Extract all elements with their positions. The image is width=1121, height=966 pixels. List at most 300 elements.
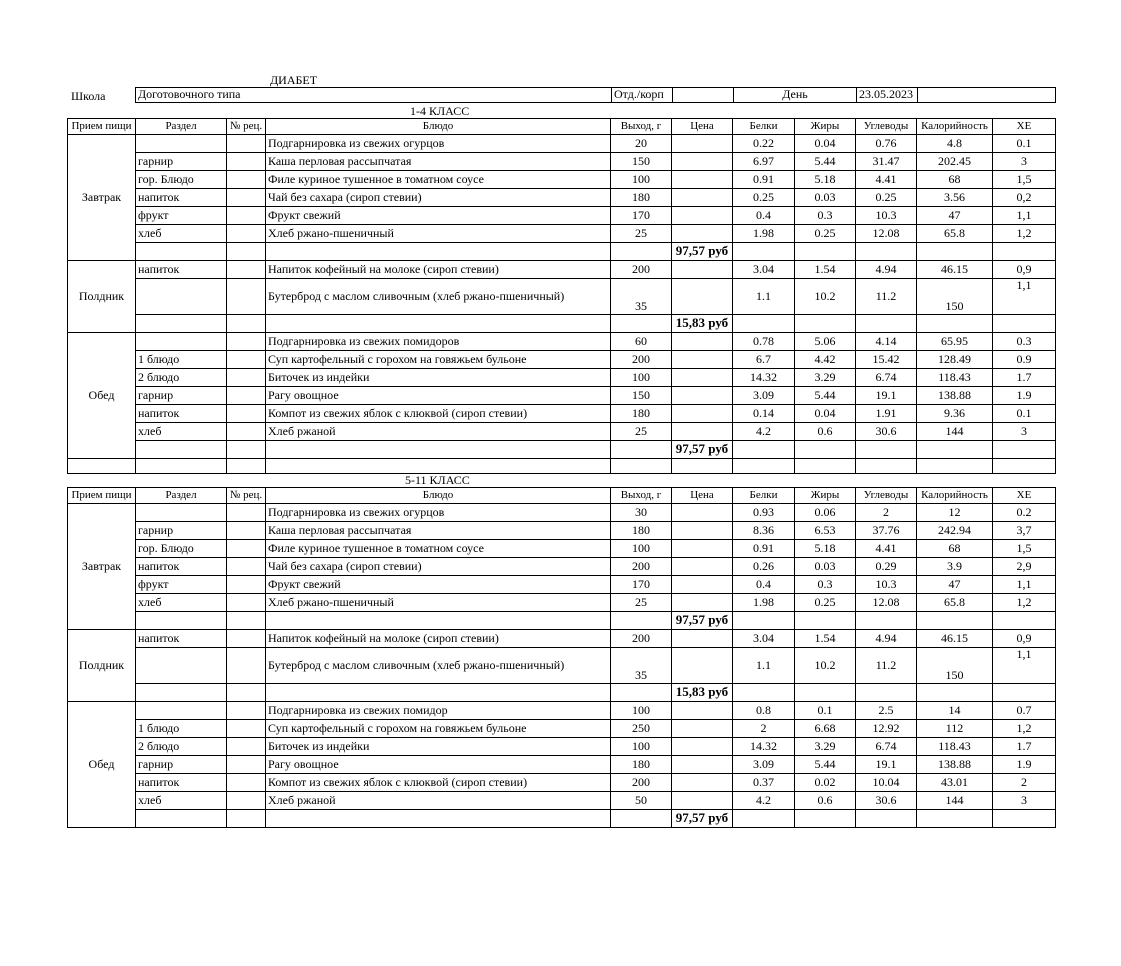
fat-cell: 0.25: [795, 225, 856, 243]
carbs-cell: 11.2: [856, 279, 917, 315]
menu-table-5-11: [67, 487, 1056, 828]
recipe-number-cell: [227, 351, 266, 369]
fat-cell: 0.02: [795, 774, 856, 792]
section-cell: напиток: [136, 630, 227, 648]
protein-cell: 0.4: [733, 576, 795, 594]
empty-cell: [856, 243, 917, 261]
empty-cell: [993, 810, 1056, 828]
carbs-cell: 19.1: [856, 387, 917, 405]
empty-cell: [917, 684, 993, 702]
carbs-cell: 30.6: [856, 792, 917, 810]
dish-cell: Бутерброд с маслом сливочным (хлеб ржано-пшеничный): [266, 279, 611, 315]
carbs-cell: 0.25: [856, 189, 917, 207]
kcal-cell: 112: [917, 720, 993, 738]
dish-cell: Хлеб ржаной: [266, 792, 611, 810]
price-cell: [672, 522, 733, 540]
xe-cell: 1.7: [993, 369, 1056, 387]
otd-value[interactable]: [673, 88, 734, 103]
recipe-number-cell: [227, 540, 266, 558]
price-cell: [672, 576, 733, 594]
carbs-cell: 11.2: [856, 648, 917, 684]
yield-cell: 170: [611, 576, 672, 594]
table-row: [68, 369, 1056, 387]
dish-cell: Хлеб ржано-пшеничный: [266, 594, 611, 612]
xe-cell: 2: [993, 774, 1056, 792]
recipe-number-cell: [227, 207, 266, 225]
dish-cell: Рагу овощное: [266, 756, 611, 774]
xe-cell: 1,1: [993, 279, 1056, 315]
carbs-cell: 2: [856, 504, 917, 522]
dish-cell: Биточек из индейки: [266, 738, 611, 756]
table-row: [68, 351, 1056, 369]
section-cell: [136, 135, 227, 153]
meal-name: Обед: [68, 702, 136, 828]
kcal-cell: 46.15: [917, 630, 993, 648]
protein-cell: 0.22: [733, 135, 795, 153]
section-cell: гарнир: [136, 756, 227, 774]
carbs-cell: 4.41: [856, 540, 917, 558]
empty-cell: [993, 684, 1056, 702]
table-row: [68, 576, 1056, 594]
fat-cell: 4.42: [795, 351, 856, 369]
recipe-number-cell: [227, 648, 266, 684]
yield-cell: 180: [611, 189, 672, 207]
recipe-number-cell: [227, 738, 266, 756]
xe-cell: 0,2: [993, 189, 1056, 207]
recipe-number-cell: [227, 189, 266, 207]
protein-cell: 0.37: [733, 774, 795, 792]
empty-cell: [795, 684, 856, 702]
yield-cell: 200: [611, 351, 672, 369]
empty-cell: [733, 810, 795, 828]
protein-cell: 0.4: [733, 207, 795, 225]
kcal-cell: 150: [917, 279, 993, 315]
yield-cell: 25: [611, 225, 672, 243]
yield-cell: [611, 441, 672, 459]
table-row: [68, 423, 1056, 441]
empty-cell: [917, 810, 993, 828]
date-extra: [918, 88, 1056, 103]
yield-cell: 25: [611, 594, 672, 612]
recipe-number-cell: [227, 441, 266, 459]
protein-cell: 2: [733, 720, 795, 738]
section-cell: [136, 810, 227, 828]
recipe-number-cell: [227, 612, 266, 630]
section-cell: [136, 684, 227, 702]
meal-name: Обед: [68, 333, 136, 459]
kcal-cell: 150: [917, 648, 993, 684]
kcal-cell: 65.8: [917, 225, 993, 243]
section-cell: фрукт: [136, 576, 227, 594]
xe-cell: 1,1: [993, 576, 1056, 594]
price-cell: [672, 405, 733, 423]
protein-cell: 0.93: [733, 504, 795, 522]
price-cell: [672, 333, 733, 351]
table-row: [68, 333, 1056, 351]
table-row: [68, 594, 1056, 612]
section-cell: гарнир: [136, 387, 227, 405]
empty-cell: [856, 459, 917, 474]
empty-cell: [795, 243, 856, 261]
fat-cell: 5.44: [795, 153, 856, 171]
protein-cell: 3.04: [733, 630, 795, 648]
fat-cell: 5.18: [795, 540, 856, 558]
table-row: [68, 261, 1056, 279]
empty-cell: [136, 459, 227, 474]
xe-cell: 3: [993, 792, 1056, 810]
meal-total-price: 97,57 руб: [672, 810, 733, 828]
school-info-table: [135, 87, 1056, 103]
carbs-cell: 10.3: [856, 207, 917, 225]
yield-cell: 150: [611, 153, 672, 171]
fat-cell: 0.25: [795, 594, 856, 612]
fat-cell: 0.1: [795, 702, 856, 720]
table-row: [68, 630, 1056, 648]
dish-cell: Компот из свежих яблок с клюквой (сироп стевии): [266, 774, 611, 792]
fat-cell: 0.06: [795, 504, 856, 522]
recipe-number-cell: [227, 594, 266, 612]
yield-cell: [611, 810, 672, 828]
empty-cell: [733, 243, 795, 261]
yield-cell: 100: [611, 369, 672, 387]
protein-cell: 0.78: [733, 333, 795, 351]
price-cell: [672, 702, 733, 720]
kcal-cell: 9.36: [917, 405, 993, 423]
column-header: Блюдо: [266, 488, 611, 504]
protein-cell: 1.1: [733, 279, 795, 315]
empty-cell: [856, 684, 917, 702]
empty-cell: [611, 459, 672, 474]
empty-cell: [993, 459, 1056, 474]
column-header: Белки: [733, 119, 795, 135]
recipe-number-cell: [227, 153, 266, 171]
section-cell: напиток: [136, 774, 227, 792]
table-row: [68, 387, 1056, 405]
section-title-5-11: 5-11 КЛАСС: [405, 473, 470, 487]
xe-cell: 3: [993, 153, 1056, 171]
yield-cell: 200: [611, 558, 672, 576]
xe-cell: 0.2: [993, 504, 1056, 522]
dish-cell: [266, 243, 611, 261]
section-cell: [136, 441, 227, 459]
school-label: Школа: [71, 89, 106, 103]
price-cell: [672, 261, 733, 279]
table-row: [68, 405, 1056, 423]
empty-cell: [733, 612, 795, 630]
xe-cell: 3,7: [993, 522, 1056, 540]
kcal-cell: 46.15: [917, 261, 993, 279]
price-cell: [672, 225, 733, 243]
price-cell: [672, 630, 733, 648]
recipe-number-cell: [227, 225, 266, 243]
recipe-number-cell: [227, 135, 266, 153]
xe-cell: 0.1: [993, 405, 1056, 423]
protein-cell: 6.97: [733, 153, 795, 171]
protein-cell: 0.14: [733, 405, 795, 423]
table-row: [68, 792, 1056, 810]
carbs-cell: 4.14: [856, 333, 917, 351]
yield-cell: 200: [611, 630, 672, 648]
section-cell: гор. Блюдо: [136, 171, 227, 189]
yield-cell: 25: [611, 423, 672, 441]
table-row: [68, 648, 1056, 684]
recipe-number-cell: [227, 702, 266, 720]
fat-cell: 0.3: [795, 207, 856, 225]
column-header: Выход, г: [611, 488, 672, 504]
column-header: Калорийность: [917, 488, 993, 504]
fat-cell: 3.29: [795, 369, 856, 387]
dish-cell: Каша перловая рассыпчатая: [266, 522, 611, 540]
column-header: Калорийность: [917, 119, 993, 135]
fat-cell: 5.18: [795, 171, 856, 189]
xe-cell: 1.7: [993, 738, 1056, 756]
yield-cell: 150: [611, 387, 672, 405]
table-row: [68, 540, 1056, 558]
xe-cell: 1,5: [993, 171, 1056, 189]
yield-cell: [611, 684, 672, 702]
section-cell: 2 блюдо: [136, 369, 227, 387]
total-row: [68, 810, 1056, 828]
dish-cell: Напиток кофейный на молоке (сироп стевии): [266, 261, 611, 279]
section-cell: напиток: [136, 405, 227, 423]
fat-cell: 6.53: [795, 522, 856, 540]
section-title-1-4: 1-4 КЛАСС: [410, 104, 470, 118]
xe-cell: 0.9: [993, 351, 1056, 369]
xe-cell: 1,2: [993, 720, 1056, 738]
otd-label: Отд./корп: [612, 88, 673, 103]
table-row: [68, 279, 1056, 315]
table-row: [68, 720, 1056, 738]
recipe-number-cell: [227, 792, 266, 810]
yield-cell: 100: [611, 171, 672, 189]
column-header: ХЕ: [993, 119, 1056, 135]
dish-cell: Каша перловая рассыпчатая: [266, 153, 611, 171]
protein-cell: 3.09: [733, 756, 795, 774]
price-cell: [672, 423, 733, 441]
price-cell: [672, 171, 733, 189]
school-value: Доготовочного типа: [136, 88, 612, 103]
column-header: Цена: [672, 488, 733, 504]
total-row: [68, 684, 1056, 702]
dish-cell: Фрукт свежий: [266, 576, 611, 594]
empty-cell: [795, 612, 856, 630]
recipe-number-cell: [227, 243, 266, 261]
table-row: [68, 522, 1056, 540]
yield-cell: 60: [611, 333, 672, 351]
xe-cell: 1,1: [993, 648, 1056, 684]
yield-cell: 180: [611, 405, 672, 423]
column-header: Углеводы: [856, 119, 917, 135]
total-row: [68, 243, 1056, 261]
empty-cell: [733, 459, 795, 474]
section-cell: 1 блюдо: [136, 720, 227, 738]
column-header: Блюдо: [266, 119, 611, 135]
dish-cell: Биточек из индейки: [266, 369, 611, 387]
price-cell: [672, 504, 733, 522]
dish-cell: Хлеб ржано-пшеничный: [266, 225, 611, 243]
empty-cell: [856, 315, 917, 333]
carbs-cell: 6.74: [856, 369, 917, 387]
empty-cell: [795, 459, 856, 474]
carbs-cell: 10.04: [856, 774, 917, 792]
carbs-cell: 12.08: [856, 594, 917, 612]
kcal-cell: 128.49: [917, 351, 993, 369]
fat-cell: 0.6: [795, 792, 856, 810]
empty-cell: [917, 459, 993, 474]
recipe-number-cell: [227, 315, 266, 333]
xe-cell: 1.9: [993, 387, 1056, 405]
carbs-cell: 4.94: [856, 261, 917, 279]
dish-cell: Филе куриное тушенное в томатном соусе: [266, 540, 611, 558]
fat-cell: 0.03: [795, 558, 856, 576]
recipe-number-cell: [227, 369, 266, 387]
fat-cell: 0.6: [795, 423, 856, 441]
recipe-number-cell: [227, 279, 266, 315]
recipe-number-cell: [227, 387, 266, 405]
price-cell: [672, 594, 733, 612]
price-cell: [672, 774, 733, 792]
kcal-cell: 138.88: [917, 387, 993, 405]
recipe-number-cell: [227, 504, 266, 522]
empty-cell: [993, 612, 1056, 630]
empty-cell: [993, 441, 1056, 459]
section-cell: напиток: [136, 261, 227, 279]
protein-cell: 1.98: [733, 225, 795, 243]
price-cell: [672, 720, 733, 738]
kcal-cell: 3.56: [917, 189, 993, 207]
price-cell: [672, 756, 733, 774]
kcal-cell: 118.43: [917, 738, 993, 756]
empty-cell: [856, 810, 917, 828]
column-header: Раздел: [136, 488, 227, 504]
protein-cell: 1.1: [733, 648, 795, 684]
empty-cell: [68, 459, 136, 474]
table-row: [68, 702, 1056, 720]
xe-cell: 1,2: [993, 594, 1056, 612]
empty-cell: [917, 441, 993, 459]
fat-cell: 5.44: [795, 756, 856, 774]
xe-cell: 1.9: [993, 756, 1056, 774]
yield-cell: [611, 315, 672, 333]
xe-cell: 0,9: [993, 261, 1056, 279]
table-row: [68, 189, 1056, 207]
fat-cell: 0.04: [795, 135, 856, 153]
empty-cell: [795, 315, 856, 333]
fat-cell: 0.3: [795, 576, 856, 594]
price-cell: [672, 387, 733, 405]
empty-cell: [733, 315, 795, 333]
kcal-cell: 14: [917, 702, 993, 720]
empty-row: [68, 459, 1056, 474]
dish-cell: Филе куриное тушенное в томатном соусе: [266, 171, 611, 189]
kcal-cell: 47: [917, 576, 993, 594]
carbs-cell: 0.29: [856, 558, 917, 576]
carbs-cell: 30.6: [856, 423, 917, 441]
meal-name: Полдник: [68, 261, 136, 333]
protein-cell: 0.91: [733, 540, 795, 558]
section-cell: [136, 702, 227, 720]
yield-cell: 200: [611, 774, 672, 792]
price-cell: [672, 135, 733, 153]
empty-cell: [227, 459, 266, 474]
kcal-cell: 65.8: [917, 594, 993, 612]
column-header: Прием пищи: [68, 119, 136, 135]
fat-cell: 0.04: [795, 405, 856, 423]
empty-cell: [733, 684, 795, 702]
recipe-number-cell: [227, 423, 266, 441]
xe-cell: 0.1: [993, 135, 1056, 153]
section-cell: фрукт: [136, 207, 227, 225]
section-cell: 1 блюдо: [136, 351, 227, 369]
fat-cell: 0.03: [795, 189, 856, 207]
protein-cell: 4.2: [733, 423, 795, 441]
fat-cell: 10.2: [795, 648, 856, 684]
table-row: [68, 774, 1056, 792]
fat-cell: 5.06: [795, 333, 856, 351]
carbs-cell: 10.3: [856, 576, 917, 594]
empty-cell: [795, 441, 856, 459]
dish-cell: Суп картофельный с горохом на говяжьем бульоне: [266, 720, 611, 738]
dish-cell: [266, 441, 611, 459]
xe-cell: 1,2: [993, 225, 1056, 243]
column-header: Углеводы: [856, 488, 917, 504]
fat-cell: 3.29: [795, 738, 856, 756]
day-label: День: [734, 88, 857, 103]
fat-cell: 1.54: [795, 630, 856, 648]
meal-total-price: 15,83 руб: [672, 684, 733, 702]
protein-cell: 1.98: [733, 594, 795, 612]
kcal-cell: 65.95: [917, 333, 993, 351]
kcal-cell: 68: [917, 540, 993, 558]
kcal-cell: 68: [917, 171, 993, 189]
table-row: [68, 756, 1056, 774]
carbs-cell: 1.91: [856, 405, 917, 423]
empty-cell: [917, 243, 993, 261]
recipe-number-cell: [227, 756, 266, 774]
carbs-cell: 12.08: [856, 225, 917, 243]
dish-cell: Компот из свежих яблок с клюквой (сироп стевии): [266, 405, 611, 423]
empty-cell: [917, 612, 993, 630]
yield-cell: [611, 612, 672, 630]
dish-cell: Рагу овощное: [266, 387, 611, 405]
meal-total-price: 97,57 руб: [672, 612, 733, 630]
recipe-number-cell: [227, 333, 266, 351]
protein-cell: 6.7: [733, 351, 795, 369]
section-cell: гарнир: [136, 153, 227, 171]
section-cell: напиток: [136, 558, 227, 576]
yield-cell: 100: [611, 738, 672, 756]
price-cell: [672, 558, 733, 576]
recipe-number-cell: [227, 684, 266, 702]
dish-cell: Подгарнировка из свежих помидоров: [266, 333, 611, 351]
xe-cell: 1,5: [993, 540, 1056, 558]
recipe-number-cell: [227, 774, 266, 792]
column-header: Раздел: [136, 119, 227, 135]
yield-cell: 170: [611, 207, 672, 225]
fat-cell: 10.2: [795, 279, 856, 315]
column-header: ХЕ: [993, 488, 1056, 504]
column-header: Выход, г: [611, 119, 672, 135]
empty-cell: [993, 243, 1056, 261]
date-value: 23.05.2023: [857, 88, 918, 103]
yield-cell: 250: [611, 720, 672, 738]
yield-cell: 35: [611, 648, 672, 684]
empty-cell: [795, 810, 856, 828]
meal-name: Завтрак: [68, 504, 136, 630]
table-row: [68, 225, 1056, 243]
empty-cell: [672, 459, 733, 474]
yield-cell: 35: [611, 279, 672, 315]
